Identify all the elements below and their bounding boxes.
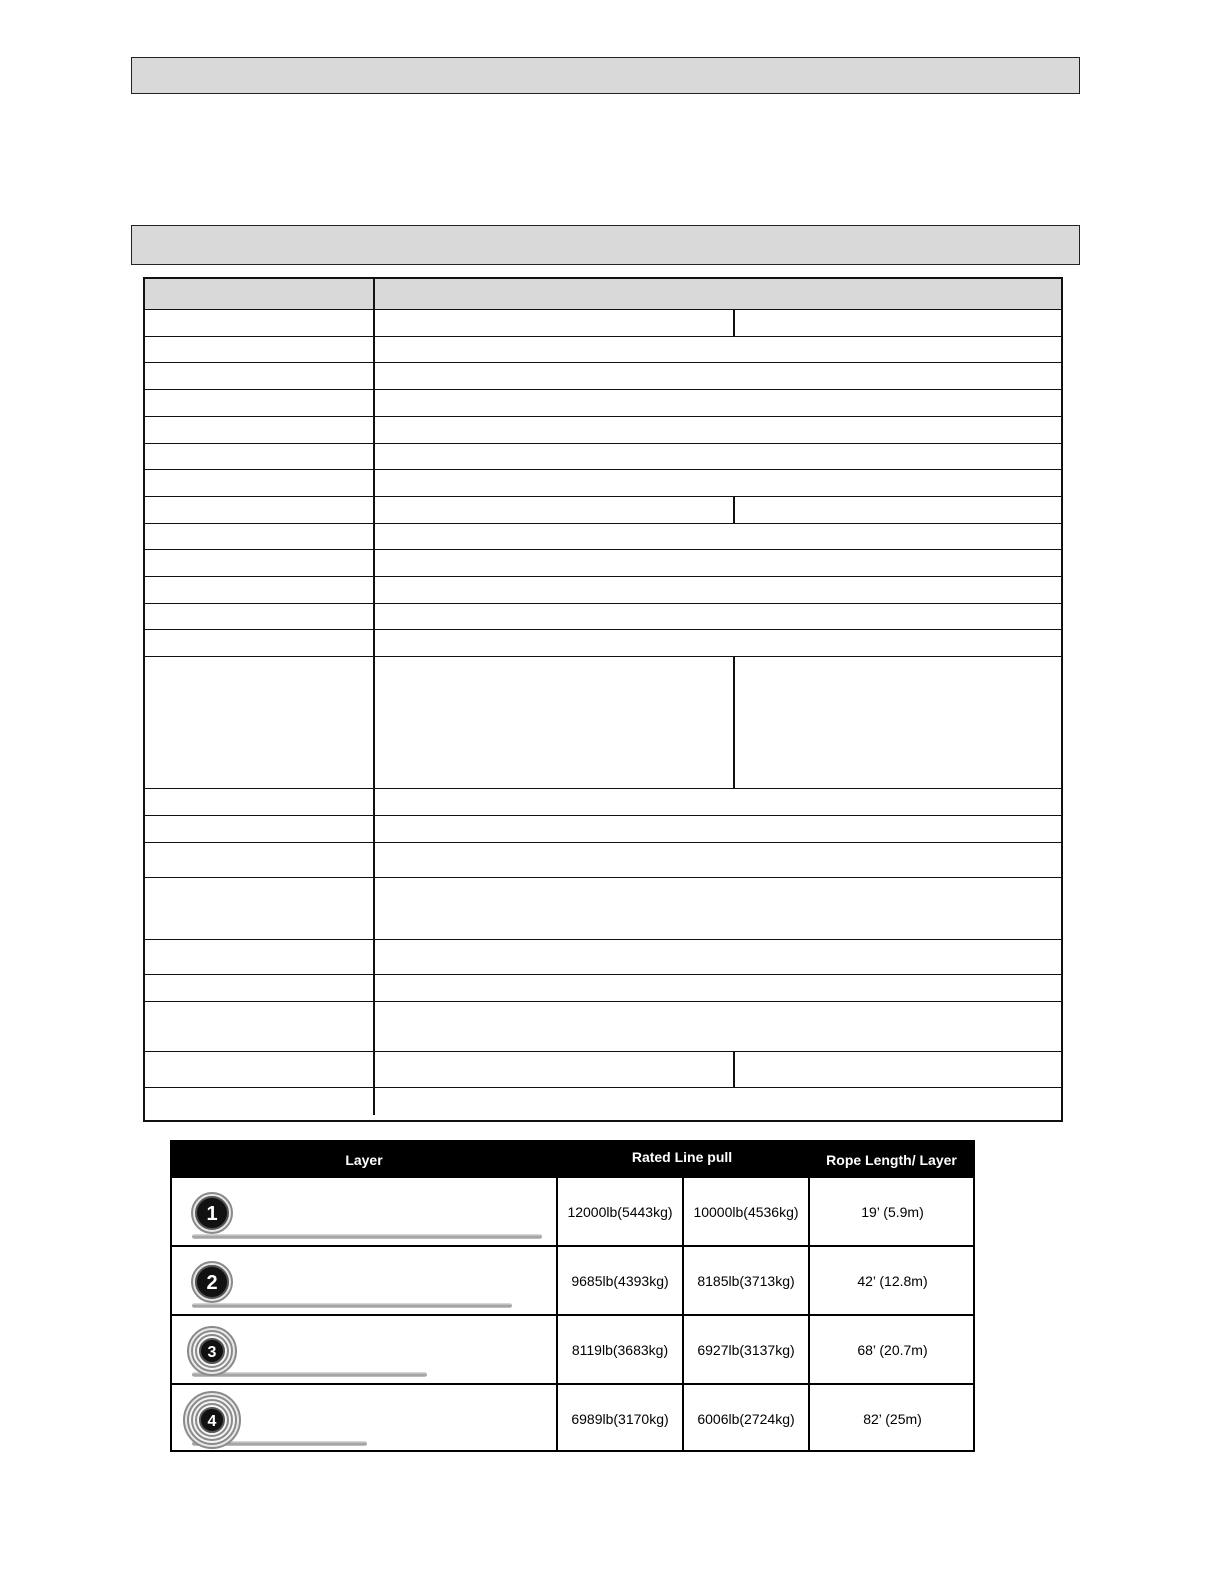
spec-table-row bbox=[145, 550, 1061, 577]
column-divider bbox=[373, 878, 375, 939]
layer-table-header bbox=[172, 1142, 973, 1178]
spec-table-row bbox=[145, 390, 1061, 417]
column-divider bbox=[373, 524, 375, 549]
spec-table-row bbox=[145, 310, 1061, 337]
spec-table-row bbox=[145, 444, 1061, 470]
specification-table bbox=[143, 277, 1063, 1122]
spec-table-row bbox=[145, 470, 1061, 497]
layer-cell bbox=[172, 1385, 556, 1452]
layer-cell bbox=[172, 1247, 556, 1314]
column-divider bbox=[733, 497, 735, 523]
column-divider bbox=[373, 657, 375, 788]
column-divider bbox=[733, 310, 735, 336]
section-header-bar bbox=[131, 57, 1080, 94]
column-divider bbox=[373, 310, 375, 336]
spec-table-row bbox=[145, 604, 1061, 630]
rope-coil-4-icon bbox=[180, 1389, 244, 1451]
column-divider bbox=[373, 550, 375, 576]
layer-number: 3 bbox=[207, 1344, 217, 1361]
layer-row bbox=[172, 1383, 973, 1452]
layer-number: 4 bbox=[207, 1413, 217, 1430]
layer-cell bbox=[172, 1178, 556, 1245]
column-divider bbox=[373, 279, 375, 309]
rope-length-cell: 68’ (20.7m) bbox=[808, 1316, 975, 1383]
spec-table-row bbox=[145, 497, 1061, 524]
spec-table-row bbox=[145, 940, 1061, 975]
spec-table-row bbox=[145, 975, 1061, 1002]
spec-table-row bbox=[145, 878, 1061, 940]
rated-line-pull-a-cell: 12000lb(5443kg) bbox=[556, 1178, 682, 1245]
column-divider bbox=[373, 337, 375, 362]
spec-table-row bbox=[145, 1052, 1061, 1088]
layer-cell bbox=[172, 1316, 556, 1383]
section-header-bar bbox=[131, 225, 1080, 265]
column-divider bbox=[373, 604, 375, 629]
spec-table-row bbox=[145, 1002, 1061, 1052]
column-divider bbox=[373, 975, 375, 1001]
column-divider bbox=[373, 940, 375, 974]
layer-row bbox=[172, 1245, 973, 1314]
column-divider bbox=[373, 789, 375, 815]
column-divider bbox=[373, 497, 375, 523]
rope-length-cell: 42’ (12.8m) bbox=[808, 1247, 975, 1314]
spec-table-row bbox=[145, 363, 1061, 390]
spec-table-row bbox=[145, 524, 1061, 550]
layer-number: 2 bbox=[206, 1272, 218, 1294]
rated-line-pull-a-cell: 8119lb(3683kg) bbox=[556, 1316, 682, 1383]
rated-line-pull-b-cell: 10000lb(4536kg) bbox=[682, 1178, 808, 1245]
header-rope-length: Rope Length/ Layer bbox=[826, 1152, 957, 1168]
column-divider bbox=[373, 417, 375, 443]
spec-table-row bbox=[145, 843, 1061, 878]
rope-length-cell: 19’ (5.9m) bbox=[808, 1178, 975, 1245]
layer-row bbox=[172, 1176, 973, 1245]
rope-coil-1-icon bbox=[180, 1182, 244, 1244]
column-divider bbox=[373, 630, 375, 656]
column-divider bbox=[373, 390, 375, 416]
spec-table-row bbox=[145, 1088, 1061, 1115]
column-divider bbox=[373, 577, 375, 603]
column-divider bbox=[373, 444, 375, 469]
rated-line-pull-a-cell: 9685lb(4393kg) bbox=[556, 1247, 682, 1314]
column-divider bbox=[373, 816, 375, 842]
column-divider bbox=[733, 657, 735, 788]
rope-length-cell: 82’ (25m) bbox=[808, 1385, 975, 1452]
spec-table-row bbox=[145, 789, 1061, 816]
column-divider bbox=[373, 363, 375, 389]
spec-table-row bbox=[145, 417, 1061, 444]
layer-line-pull-table bbox=[170, 1140, 975, 1452]
header-layer: Layer bbox=[345, 1152, 383, 1168]
column-divider bbox=[733, 1052, 735, 1087]
column-divider bbox=[373, 470, 375, 496]
header-rated-line-pull: Rated Line pull bbox=[631, 1149, 733, 1165]
spec-table-header-row bbox=[145, 279, 1061, 310]
rated-line-pull-b-cell: 6006lb(2724kg) bbox=[682, 1385, 808, 1452]
spec-table-row bbox=[145, 337, 1061, 363]
layer-number: 1 bbox=[206, 1203, 218, 1225]
column-divider bbox=[373, 1088, 375, 1115]
rope-coil-3-icon bbox=[180, 1320, 244, 1382]
layer-row bbox=[172, 1314, 973, 1383]
column-divider bbox=[373, 843, 375, 877]
rope-coil-2-icon bbox=[180, 1251, 244, 1313]
column-divider bbox=[373, 1052, 375, 1087]
spec-table-row bbox=[145, 630, 1061, 657]
spec-table-row bbox=[145, 577, 1061, 604]
rated-line-pull-b-cell: 8185lb(3713kg) bbox=[682, 1247, 808, 1314]
rated-line-pull-b-cell: 6927lb(3137kg) bbox=[682, 1316, 808, 1383]
column-divider bbox=[373, 1002, 375, 1051]
rated-line-pull-a-cell: 6989lb(3170kg) bbox=[556, 1385, 682, 1452]
spec-table-row bbox=[145, 816, 1061, 843]
rope-line bbox=[192, 1234, 542, 1239]
spec-table-row bbox=[145, 657, 1061, 789]
